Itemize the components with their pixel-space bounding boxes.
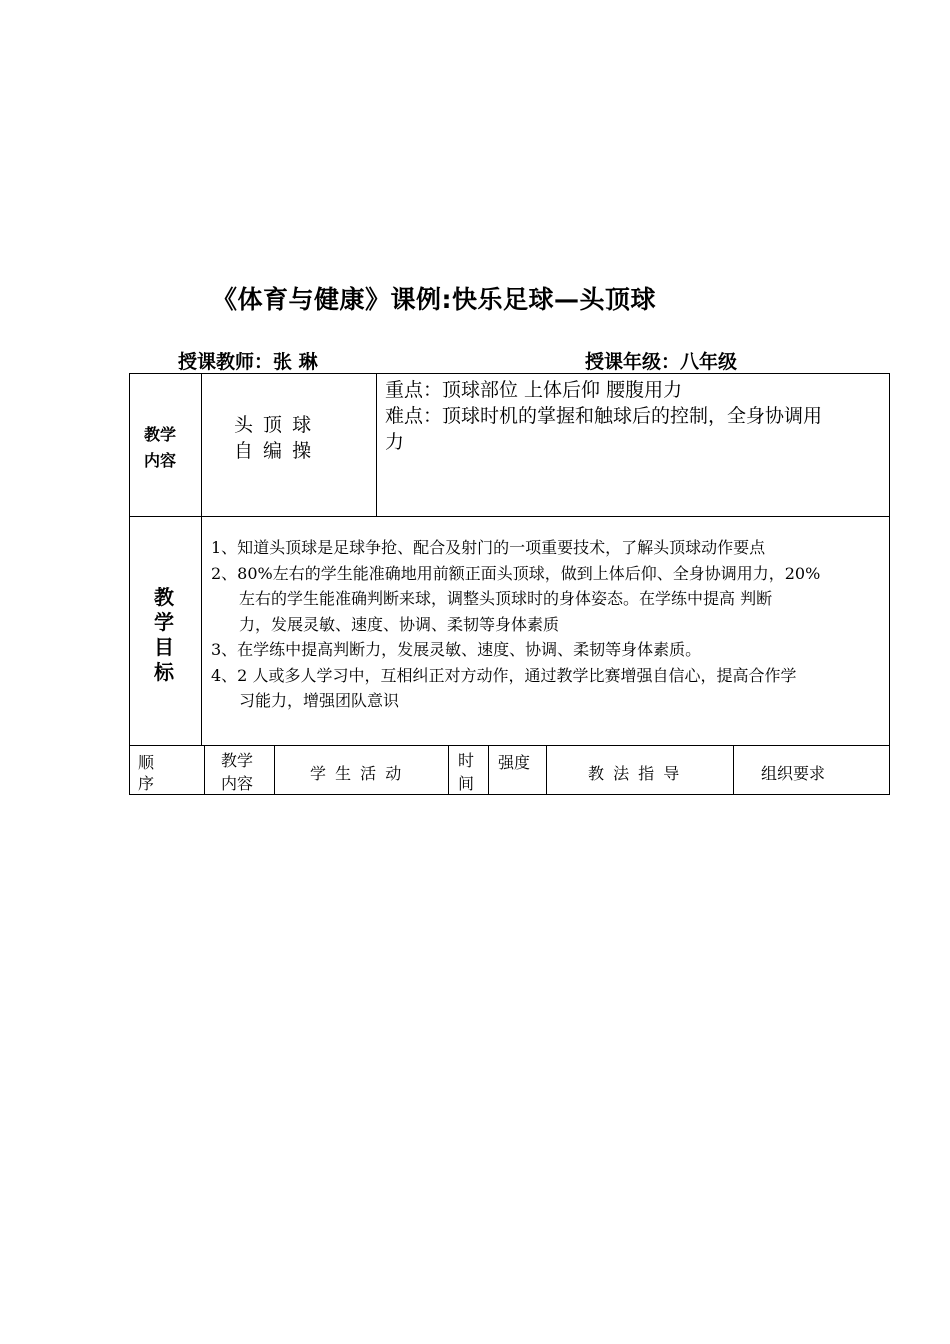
grade-label: 授课年级：八年级: [585, 351, 738, 373]
objective-3: 3、在学练中提高判断力，发展灵敏、速度、协调、柔韧等身体素质。: [211, 640, 702, 659]
header-time-2: 间: [458, 774, 475, 793]
objectives-label-char-3: 目: [154, 635, 174, 659]
topic-line1: 头 顶 球: [234, 414, 314, 436]
objectives-label-char-2: 学: [154, 610, 174, 634]
objective-1: 1、知道头顶球是足球争抢、配合及射门的一项重要技术，了解头顶球动作要点: [211, 538, 766, 557]
header-content-1: 教学: [221, 751, 254, 770]
row-divider-2: [130, 745, 889, 746]
key-points: 重点：顶球部位 上体后仰 腰腹用力: [385, 379, 683, 401]
row-divider-1: [130, 516, 889, 517]
lesson-table: [129, 373, 890, 795]
content-label-line2: 内容: [144, 451, 177, 470]
difficulty-line1: 难点：顶球时机的掌握和触球后的控制，全身协调用: [385, 405, 823, 427]
col-divider-time: [488, 745, 489, 795]
header-intensity: 强度: [498, 753, 531, 772]
header-order-2: 序: [138, 774, 155, 793]
objectives-label-char-4: 标: [154, 660, 174, 684]
col-divider-activity: [448, 745, 449, 795]
objectives-label-char-1: 教: [154, 585, 174, 609]
objective-4-line2: 习能力，增强团队意识: [239, 691, 400, 710]
col-divider-method: [733, 745, 734, 795]
objective-2-line1: 2、80%左右的学生能准确地用前额正面头顶球，做到上体后仰、全身协调用力，20%: [211, 563, 821, 583]
objectives-list: [211, 535, 820, 714]
col-divider-order: [204, 745, 205, 795]
objective-4-line1: 4、2 人或多人学习中，互相纠正对方动作，通过教学比赛增强自信心，提高合作学: [211, 665, 797, 685]
header-order-1: 顺: [138, 753, 155, 772]
topic-line2: 自 编 操: [234, 440, 314, 462]
header-teaching-method: 教 法 指 导: [588, 764, 682, 783]
col-divider-content-label: [201, 374, 202, 745]
header-time-1: 时: [458, 751, 475, 770]
content-label-line1: 教学: [144, 425, 177, 444]
document-title: 《体育与健康》课例:快乐足球—头顶球: [212, 285, 656, 314]
header-organization-requirements: 组织要求: [761, 764, 826, 783]
objective-2-line2: 左右的学生能准确判断来球，调整头顶球时的身体姿态。在学练中提高 判断: [239, 589, 773, 608]
col-divider-content: [274, 745, 275, 795]
header-student-activity: 学 生 活 动: [310, 764, 404, 783]
col-divider-content-topic: [376, 374, 377, 516]
col-divider-intensity: [546, 745, 547, 795]
objective-2-line3: 力，发展灵敏、速度、协调、柔韧等身体素质: [239, 614, 560, 634]
teacher-label: 授课教师：张 琳: [178, 351, 318, 373]
header-content-2: 内容: [221, 774, 254, 793]
difficulty-line2: 力: [385, 431, 405, 453]
